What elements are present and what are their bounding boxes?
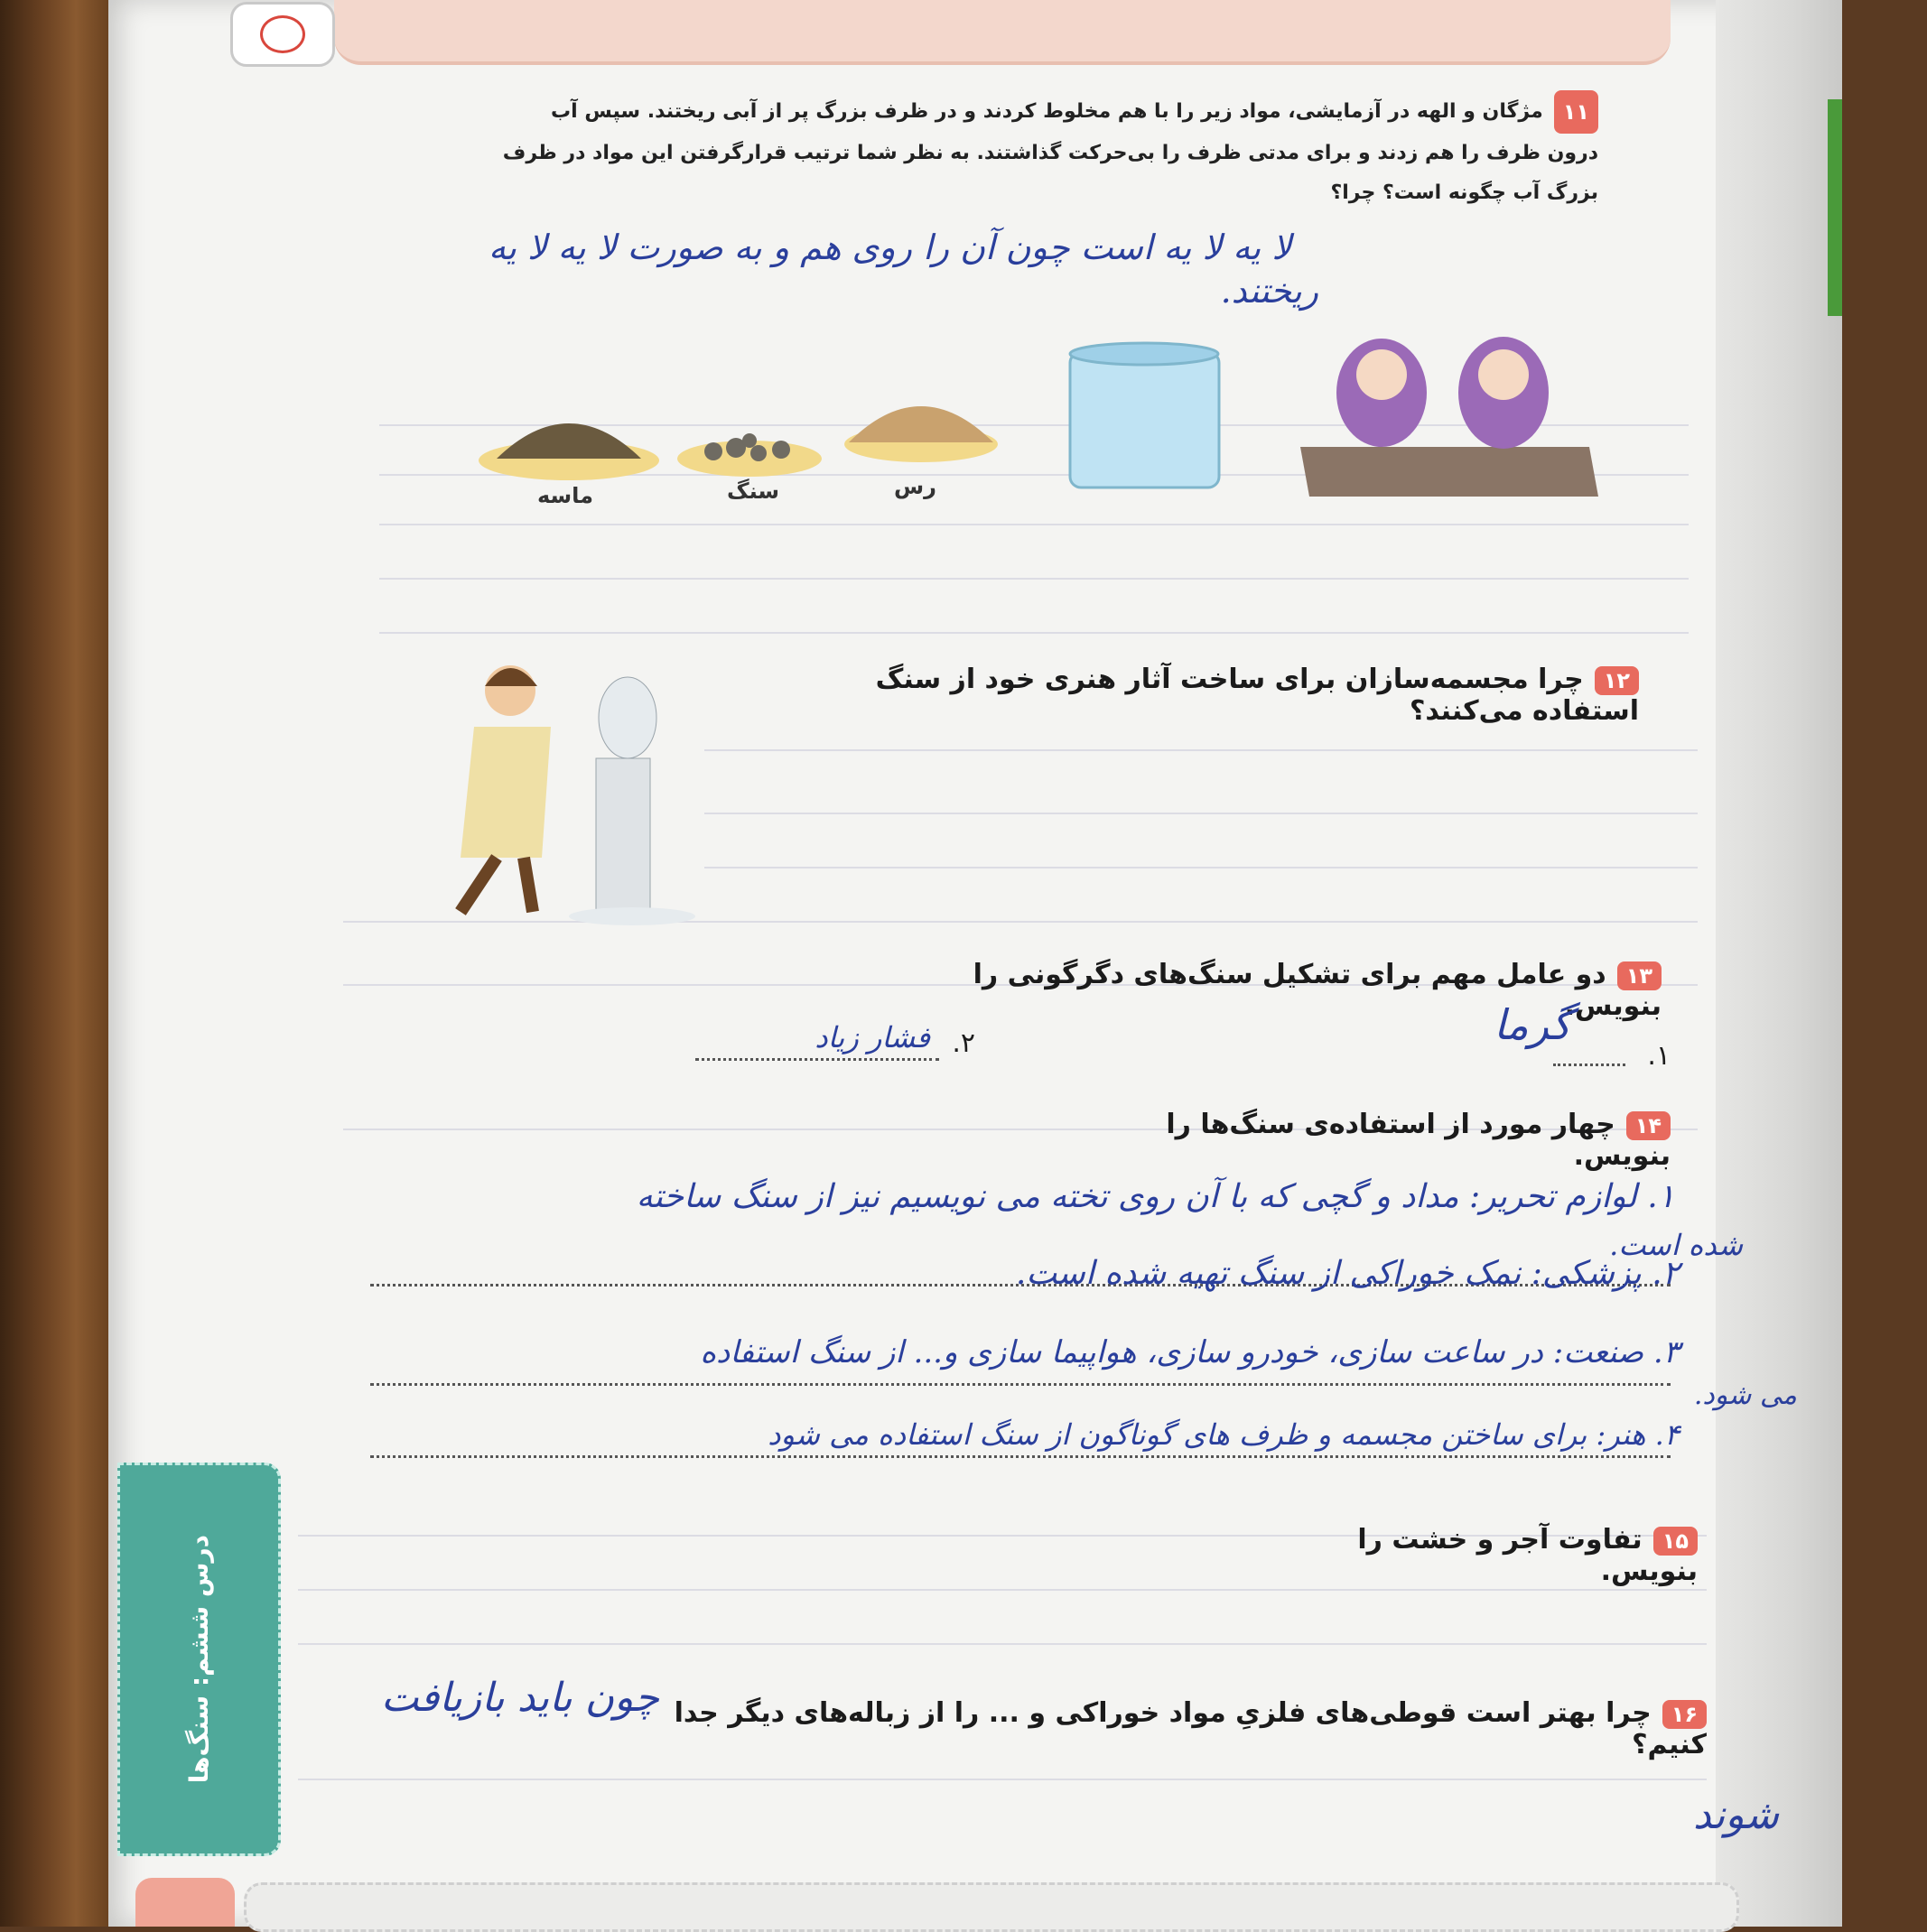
question-number-badge: ۱۴ <box>1626 1111 1671 1140</box>
label-sand: ماسه <box>537 483 594 508</box>
lesson-side-tab <box>117 1463 281 1856</box>
question-number-badge: ۱۳ <box>1617 961 1662 990</box>
rule-line <box>298 1589 1707 1591</box>
rule-line <box>298 1643 1707 1645</box>
wooden-table <box>0 0 126 1927</box>
question-11-line2: درون ظرف را هم زدند و برای مدتی ظرف را بی‌حرکت گذاشتند. به نظر شما ترتیب قرارگرفتن این مواد در ظرف <box>502 142 1598 164</box>
girl-characters-illustration <box>1336 337 1549 449</box>
handwritten-answer-16a: چون باید بازیافت <box>381 1675 659 1721</box>
materials-illustration <box>479 289 1625 506</box>
rule-line <box>298 1779 1707 1780</box>
handwritten-answer-13-2: فشار زیاد <box>815 1020 930 1054</box>
rule-line <box>379 632 1689 634</box>
label-stone: سنگ <box>727 478 779 504</box>
handwritten-answer-11a: لا یه لا یه است چون آن را روی هم و به صورت لا یه لا یه <box>489 228 1291 267</box>
question-16 <box>668 1697 1707 1760</box>
question-15 <box>1264 1524 1698 1587</box>
handwritten-answer-14-2: ۲. پزشکی: نمک خوراکی از سنگ تهیه شده است. <box>1015 1255 1680 1292</box>
publisher-logo <box>230 2 335 67</box>
green-page-edge <box>1828 99 1842 316</box>
question-14 <box>1120 1109 1671 1172</box>
page-gutter <box>1716 0 1842 1927</box>
handwritten-answer-13-1: گرما <box>1494 1000 1571 1049</box>
question-12 <box>777 664 1639 727</box>
rule-line <box>379 578 1689 580</box>
question-14-text: چهار مورد از استفاده‌ی سنگ‌ها را بنویس. <box>1166 1109 1671 1172</box>
rule-line <box>704 867 1698 868</box>
question-15-text: تفاوت آجر و خشت را بنویس. <box>1357 1524 1698 1587</box>
question-13-text: دو عامل مهم برای تشکیل سنگ‌های دگرگونی را بنویس. <box>973 959 1662 1022</box>
handwritten-answer-14-4: ۴. هنر: برای ساختن مجسمه و ظرف های گوناگون از سنگ استفاده می شود <box>768 1417 1680 1452</box>
question-12-text: چرا مجسمه‌سازان برای ساخت آثار هنری خود از سنگ استفاده می‌کنند؟ <box>875 664 1639 727</box>
label-clay: رس <box>894 474 936 499</box>
bottom-decorative-strip <box>244 1882 1739 1932</box>
question-16-text: چرا بهتر است قوطی‌های فلزیِ مواد خوراکی و ... را از زباله‌های دیگر جدا کنیم؟ <box>674 1697 1707 1760</box>
handwritten-answer-14-1b: شده است. <box>1609 1228 1743 1262</box>
answer-13-2-prefix: ۲. <box>952 1027 975 1059</box>
rule-line <box>704 813 1698 814</box>
lesson-title: درس ششم: سنگ‌ها <box>184 1535 214 1784</box>
question-number-badge: ۱۲ <box>1595 666 1639 695</box>
rule-line <box>704 749 1698 751</box>
question-11-line1: ۱۱مژگان و الهه در آزمایشی، مواد زیر را با هم مخلوط کردند و در ظرف بزرگ پر از آبی ریختند. سپس آب <box>470 90 1598 134</box>
apple-logo-icon <box>260 15 305 53</box>
question-11-line3: بزرگ آب چگونه است؟ چرا؟ <box>1330 181 1598 204</box>
handwritten-answer-14-3b: می شود. <box>1693 1379 1797 1411</box>
handwritten-answer-14-1: ۱. لوازم تحریر: مداد و گچی که با آن روی تخته می نویسیم نیز از سنگ ساخته <box>636 1178 1675 1215</box>
question-number-badge: ۱۱ <box>1554 90 1598 134</box>
handwritten-answer-16b: شوند <box>1693 1792 1779 1838</box>
answer-line-dots <box>370 1455 1671 1458</box>
top-banner <box>334 0 1671 65</box>
answer-line-dots <box>695 1058 939 1061</box>
handwritten-answer-14-3: ۳. صنعت: در ساعت سازی، خودرو سازی، هواپیما سازی و... از سنگ استفاده <box>700 1334 1680 1370</box>
question-number-badge: ۱۶ <box>1662 1700 1707 1729</box>
answer-13-1-prefix: ۱. <box>1647 1040 1671 1072</box>
question-11 <box>470 90 1598 213</box>
answer-line-dots <box>370 1383 1671 1386</box>
handwritten-answer-11b: ریختند. <box>1220 271 1318 311</box>
question-number-badge: ۱۵ <box>1653 1527 1698 1556</box>
sculptor-illustration <box>424 650 704 930</box>
page-number-tab <box>135 1878 235 1927</box>
rule-line <box>379 524 1689 525</box>
answer-line-dots <box>1553 1064 1625 1066</box>
